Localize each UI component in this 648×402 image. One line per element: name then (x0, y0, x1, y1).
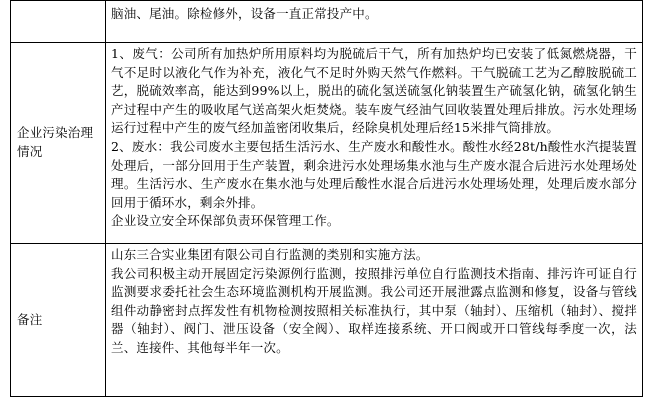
pollution-paragraph-water: 2、废水：我公司废水主要包括生活污水、生产废水和酸性水。酸性水经28t/h酸性水汽提装置处理后，一部分回用于生产装置，剩余进污水处理场集水池与生产废水混合后进污水处理场处理。生活污水、生产废水在集水池与处理后酸性水混合后进污水处理场处理，处理后废水部分回用于循环水，剩余外排。 (111, 138, 637, 210)
info-table (10, 0, 643, 397)
pollution-paragraph-air: 1、废气：公司所有加热炉所用原料均为脱硫后干气，所有加热炉均已安装了低氮燃烧器，干气不足时以液化气作为补充，液化气不足时外购天然气作燃料。干气脱硫工艺为乙醇胺脱硫工艺，脱硫效率高，能达到99%以上，脱出的硫化氢送硫氢化钠装置生产硫氢化钠，硫氢化钠生产过程中产生的吸收尾气送高架火炬焚烧。装车废气经油气回收装置处理后排放。污水处理场运行过程中产生的废气经加盖密闭收集后，经除臭机处理后经15米排气筒排放。 (111, 46, 637, 136)
pollution-label-cell: 企业污染治理情况 (11, 43, 106, 244)
table-row-remarks (11, 244, 643, 397)
top-content-cell (106, 1, 643, 43)
table-row-top (11, 1, 643, 43)
table-row-pollution (11, 43, 643, 244)
remarks-content-cell (106, 244, 643, 397)
pollution-content-cell (106, 43, 643, 244)
remarks-paragraph-title: 山东三合实业集团有限公司自行监测的类别和实施方法。 (111, 247, 429, 262)
remarks-label-cell: 备注 (11, 244, 106, 397)
top-content-text: 脑油、尾油。除检修外，设备一直正常投产中。 (111, 6, 378, 21)
remarks-paragraph-body: 我公司积极主动开展固定污染源例行监测，按照排污单位自行监测技术指南、排污许可证自行监测要求委托社会生态环境监测机构开展监测。我公司还开展泄露点监测和修复，设备与管线组件动静密封点挥发性有机物检测按照相关标准执行，其中泵（轴封）、压缩机（轴封）、搅拌器（轴封）、阀门、泄压设备（安全阀）、取样连接系统、开口阀或开口管线每季度一次，法兰、连接件、其他每半年一次。 (111, 265, 637, 355)
top-label-cell (11, 1, 106, 43)
pollution-paragraph-management: 企业设立安全环保部负责环保管理工作。 (111, 213, 340, 229)
